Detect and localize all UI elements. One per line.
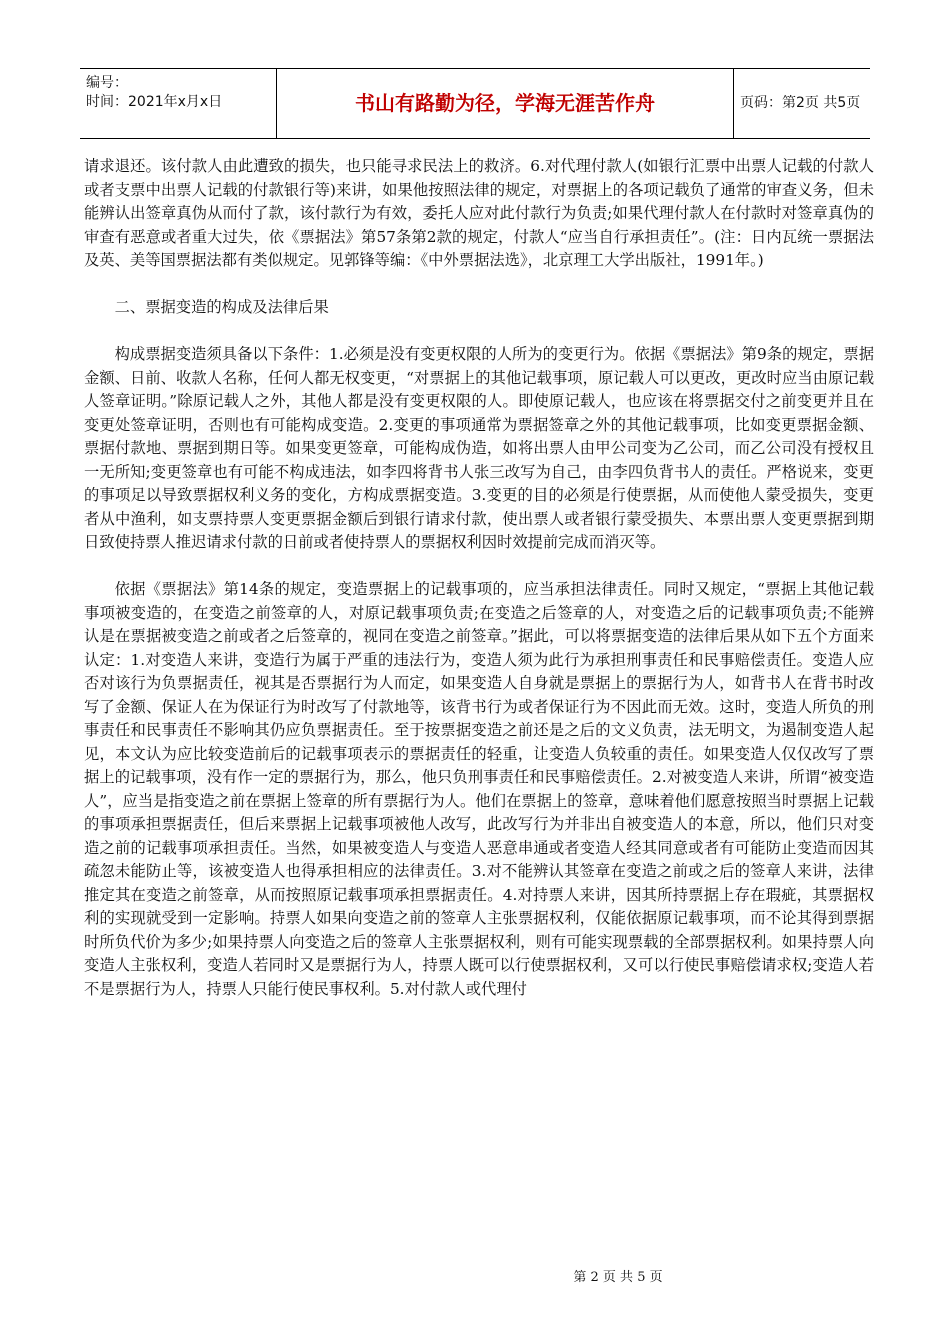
section-heading: 二、票据变造的构成及法律后果 [114,298,329,316]
header-page-info: 页码：第2页 共5页 [740,95,861,111]
header-motto: 书山有路勤为径，学海无涯苦作舟 [276,69,734,138]
page-header [80,68,870,139]
page-footer: 第 2 页 共 5 页 [573,1270,663,1285]
document-body [84,155,874,1025]
header-number: 编号： [86,75,128,91]
paragraph: 依据《票据法》第14条的规定，变造票据上的记载事项的，应当承担法律责任。同时又规定，“票据上其他记载事项被变造的，在变造之前签章的人，对原记载事项负责;在变造之后签章的人，对变造之后的记载事项负责;不能辨认是在票据被变造之前或者之后签章的，视同在变造之前签章。”据此，可以将票据变造的法律后果从如下五个方面来认定：1.对变造人来讲，变造行为属于严重的违法行为，变造人须为此行为承担刑事责任和民事赔偿责任。变造人应否对该行为负票据责任，视其是否票据行为人而定，如果变造人自身就是票据上的票据行为人，如背书人在背书时改写了金额、保证人在为保证行为时改写了付款地等，该背书行为或者保证行为不因此而无效。这时，变造人所负的刑事责任和民事责任不影响其仍应负票据责任。至于按票据变造之前还是之后的文义负责，法无明文，为遏制变造人起见，本文认为应比较变造前后的记载事项表示的票据责任的轻重，让变造人负较重的责任。如果变造人仅仅改写了票据上的记载事项，没有作一定的票据行为，那么，他只负刑事责任和民事赔偿责任。2.对被变造人来讲，所谓“被变造人”，应当是指变造之前在票据上签章的所有票据行为人。他们在票据上的签章，意味着他们愿意按照当时票据上记载的事项承担票据责任，但后来票据上记载事项被他人改写，此改写行为并非出自被变造人的本意，所以，他们只对变造之前的记载事项承担责任。当然，如果被变造人与变造人恶意串通或者变造人经其同意或者有可能防止变造而因其疏忽未能防止等，该被变造人也得承担相应的法律责任。3.对不能辨认其签章在变造之前或之后的签章人来讲，法律推定其在变造之前签章，从而按照原记载事项承担票据责任。4.对持票人来讲，因其所持票据上存在瑕疵，其票据权利的实现就受到一定影响。持票人如果向变造之前的签章人主张票据权利，仅能依据原记载事项，而不论其得到票据时所负代价为多少;如果持票人向变造之后的签章人主张票据权利，则有可能实现票载的全部票据权利。如果持票人向变造人主张权利，变造人若同时又是票据行为人，持票人既可以行使票据权利，又可以行使民事赔偿请求权;变造人若不是票据行为人，持票人只能行使民事权利。5.对付款人或代理付 [84,580,874,998]
header-meta [80,69,276,138]
paragraph: 构成票据变造须具备以下条件：1.必须是没有变更权限的人所为的变更行为。依据《票据法》第9条的规定，票据金额、日前、收款人名称，任何人都无权变更，“对票据上的其他记载事项，原记载人可以更改，更改时应当由原记载人签章证明。”除原记载人之外，其他人都是没有变更权限的人。即使原记载人，也应该在将票据交付之前变更并且在变更处签章证明，否则也有可能构成变造。2.变更的事项通常为票据签章之外的其他记载事项，比如变更票据金额、票据付款地、票据到期日等。如果变更签章，可能构成伪造，如将出票人由甲公司变为乙公司，而乙公司没有授权且一无所知;变更签章也有可能不构成违法，如李四将背书人张三改写为自己，由李四负背书人的责任。严格说来，变更的事项足以导致票据权利义务的变化，方构成票据变造。3.变更的目的必须是行使票据，从而使他人蒙受损失，变更者从中渔利，如支票持票人变更票据金额后到银行请求付款，使出票人或者银行蒙受损失、本票出票人变更票据到期日致使持票人推迟请求付款的日前或者使持票人的票据权利因时效提前完成而消灭等。 [84,345,874,551]
paragraph: 请求退还。该付款人由此遭致的损失，也只能寻求民法上的救济。6.对代理付款人(如银行汇票中出票人记载的付款人或者支票中出票人记载的付款银行等)来讲，如果他按照法律的规定，对票据上的各项记载负了通常的审查义务，但未能辨认出签章真伪从而付了款，该付款行为有效，委托人应对此付款行为负责;如果代理付款人在付款时对签章真伪的审查有恶意或者重大过失，依《票据法》第57条第2款的规定，付款人“应当自行承担责任”。(注：日内瓦统一票据法及英、美等国票据法都有类似规定。见郭锋等编：《中外票据法选》，北京理工大学出版社，1991年。) [84,157,874,269]
header-time: 时间：2021年x月x日 [86,94,223,110]
